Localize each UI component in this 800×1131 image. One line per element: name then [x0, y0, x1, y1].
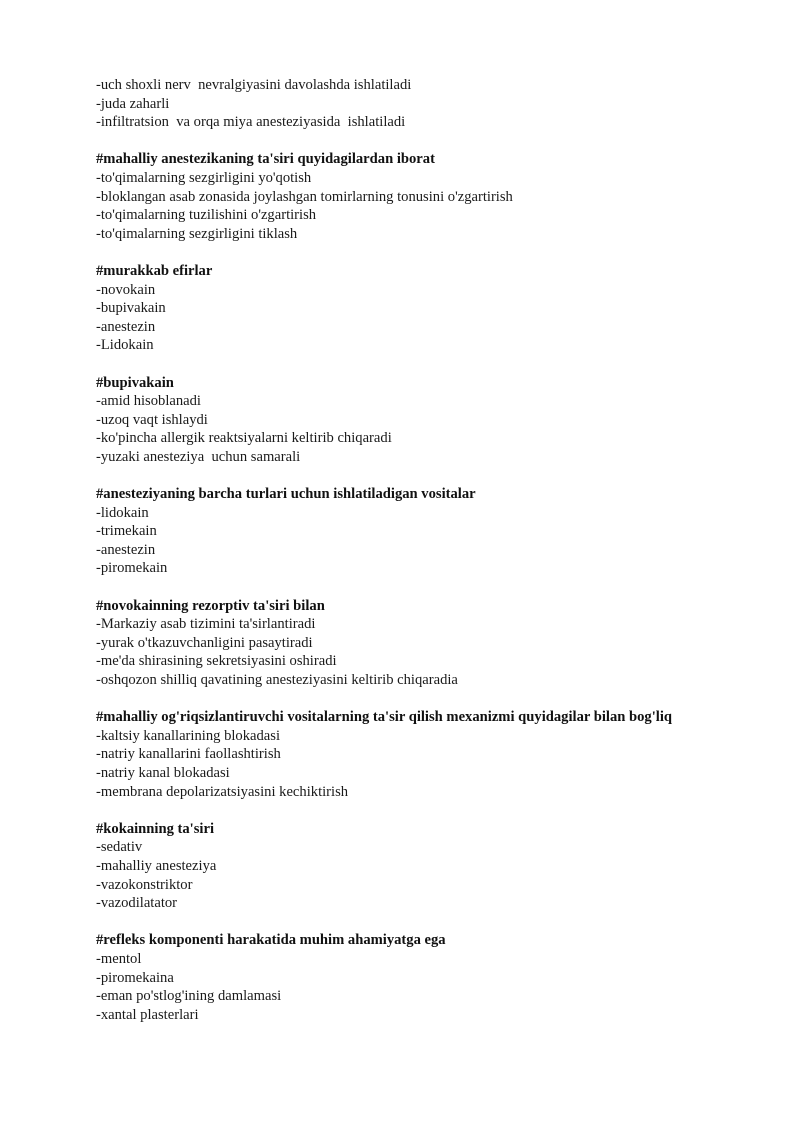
answer-option: -bupivakain — [96, 300, 166, 317]
answer-option: -to'qimalarning sezgirligini tiklash — [96, 225, 298, 242]
answer-option: -piromekain — [96, 560, 168, 577]
intro-line: -juda zaharli — [96, 95, 170, 112]
question-block — [96, 262, 776, 355]
question-block — [96, 931, 776, 1024]
answer-option: -natriy kanal blokadasi — [96, 764, 230, 781]
answer-option: -ko'pincha allergik reaktsiyalarni keltirib chiqaradi — [96, 430, 392, 447]
answer-option: -Markaziy asab tizimini ta'sirlantiradi — [96, 616, 316, 633]
question-block — [96, 485, 776, 578]
answer-option: -bloklangan asab zonasida joylashgan tomirlarning tonusini o'zgartirish — [96, 188, 513, 205]
intro-line: -infiltratsion va orqa miya anesteziyasida ishlatiladi — [96, 114, 406, 131]
answer-option: -mentol — [96, 950, 142, 967]
question-block — [96, 374, 776, 467]
question-block — [96, 708, 776, 801]
answer-option: -yuzaki anesteziya uchun samarali — [96, 448, 301, 465]
answer-option: -kaltsiy kanallarining blokadasi — [96, 727, 280, 744]
question-title: #kokainning ta'siri — [96, 820, 215, 837]
answer-option: -membrana depolarizatsiyasini kechiktirish — [96, 783, 349, 800]
intro-line: -uch shoxli nerv nevralgiyasini davolashda ishlatiladi — [96, 77, 412, 93]
answer-option: -oshqozon shilliq qavatining anesteziyasini keltirib chiqaradia — [96, 672, 458, 688]
answer-option: -Lidokain — [96, 337, 154, 354]
answer-option: -mahalliy anesteziya — [96, 857, 217, 874]
answer-option: -trimekain — [96, 523, 157, 540]
answer-option: -novokain — [96, 281, 156, 298]
answer-option: -anestezin — [96, 541, 156, 558]
answer-option: -yurak o'tkazuvchanligini pasaytiradi — [96, 634, 313, 651]
answer-option: -amid hisoblanadi — [96, 393, 201, 410]
question-title: #bupivakain — [96, 374, 174, 391]
answer-option: -vazodilatator — [96, 895, 178, 912]
answer-option: -to'qimalarning tuzilishini o'zgartirish — [96, 207, 317, 224]
question-block — [96, 150, 776, 243]
question-title: #novokainning rezorptiv ta'siri bilan — [96, 597, 325, 614]
answer-option: -sedativ — [96, 839, 143, 856]
question-title: #anesteziyaning barcha turlari uchun ishlatiladigan vositalar — [96, 486, 476, 503]
question-block — [96, 820, 776, 913]
answer-option: -anestezin — [96, 318, 156, 335]
answer-option: -piromekaina — [96, 969, 174, 986]
answer-option: -lidokain — [96, 504, 149, 521]
document-page — [96, 76, 776, 1043]
question-title: #murakkab efirlar — [96, 262, 213, 279]
answer-option: -natriy kanallarini faollashtirish — [96, 746, 281, 763]
answer-option: -eman po'stlog'ining damlamasi — [96, 988, 282, 1005]
answer-option: -to'qimalarning sezgirligini yo'qotish — [96, 169, 312, 186]
intro-block — [96, 76, 776, 132]
answer-option: -uzoq vaqt ishlaydi — [96, 411, 208, 428]
answer-option: -xantal plasterlari — [96, 1006, 199, 1023]
question-title: #refleks komponenti harakatida muhim ahamiyatga ega — [96, 932, 446, 949]
answer-option: -vazokonstriktor — [96, 876, 193, 893]
answer-option: -me'da shirasining sekretsiyasini oshiradi — [96, 653, 337, 670]
question-title: #mahalliy anestezikaning ta'siri quyidagilardan iborat — [96, 151, 435, 168]
question-title: #mahalliy og'riqsizlantiruvchi vositalarning ta'sir qilish mexanizmi quyidagilar bilan bog'liq — [96, 709, 673, 726]
question-block — [96, 597, 776, 690]
